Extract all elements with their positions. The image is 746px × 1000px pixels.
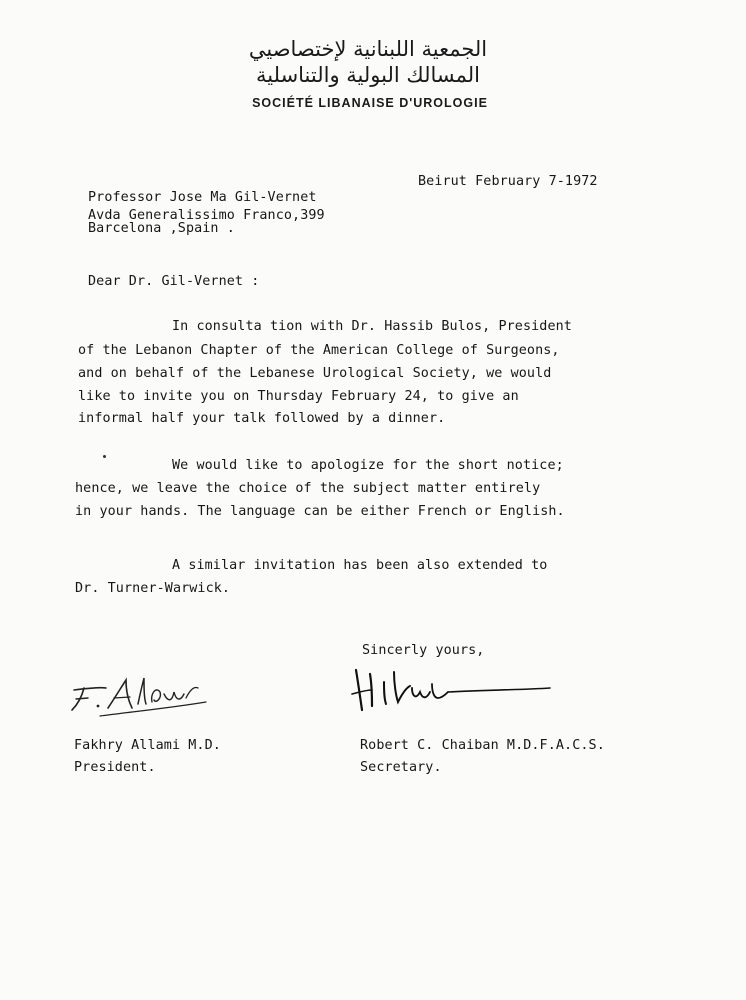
closing: Sincerly yours, [362,643,485,658]
signatory-left-title: President. [74,760,156,775]
letterhead-arabic-line-2: المسالك البولية والتناسلية [256,63,480,87]
letterhead-society-name: SOCIÉTÉ LIBANAISE D'UROLOGIE [252,96,488,110]
body-line: Dr. Turner-Warwick. [75,581,231,596]
body-line: hence, we leave the choice of the subject matter entirely [75,481,541,496]
signatory-right-title: Secretary. [360,760,442,775]
body-line: A similar invitation has been also extended to [172,558,548,573]
body-line: We would like to apologize for the short notice; [172,458,564,473]
salutation: Dear Dr. Gil-Vernet : [88,274,260,289]
body-line: of the Lebanon Chapter of the American College of Surgeons, [78,343,560,358]
body-line: like to invite you on Thursday February 24, to give an [78,389,519,404]
ink-speck [103,455,106,458]
recipient-line: Barcelona ,Spain . [88,221,235,236]
letter-date: Beirut February 7-1972 [418,174,598,189]
letterhead-arabic-line-1: الجمعية اللبنانية لإختصاصيي [248,37,488,61]
body-line: In consulta tion with Dr. Hassib Bulos, President [172,319,572,334]
signatory-right-name: Robert C. Chaiban M.D.F.A.C.S. [360,738,605,753]
recipient-line: Avda Generalissimo Franco,399 [88,208,325,223]
recipient-line: Professor Jose Ma Gil-Vernet [88,190,317,205]
signature-allami [60,668,210,718]
signature-chaiban [350,664,560,714]
body-line: informal half your talk followed by a dinner. [78,411,446,426]
body-line: and on behalf of the Lebanese Urological Society, we would [78,366,552,381]
signatory-left-name: Fakhry Allami M.D. [74,738,221,753]
body-line: in your hands. The language can be either French or English. [75,504,565,519]
